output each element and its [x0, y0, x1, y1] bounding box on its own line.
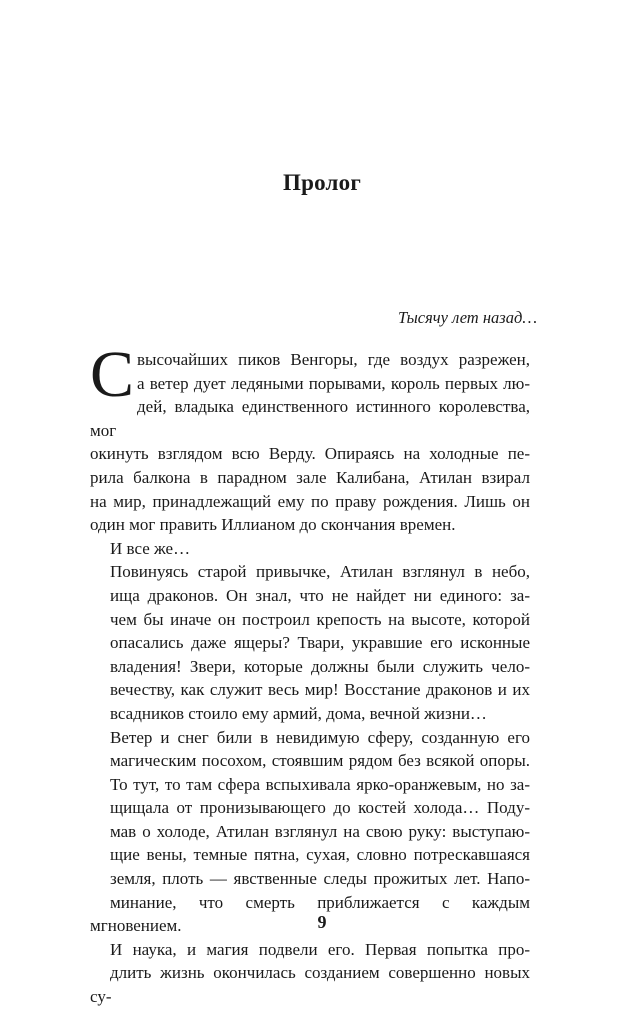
text-line: рила балкона в парадном зале Калибана, Атилан взирал [90, 467, 530, 487]
text-line: И наука, и магия подвели его. Первая попытка про- [110, 939, 530, 959]
paragraph-1 [90, 338, 530, 537]
text-line: минание, что смерть приближается с каждым мгновением. [90, 892, 530, 936]
text-line: дей, владыка единственного истинного королевства, мог [90, 397, 530, 440]
text-line: щие вены, темные пятна, сухая, словно потрескавшаяся [110, 845, 530, 865]
text-line: чем бы иначе он построил крепость на высоте, которой [110, 609, 530, 629]
text-line: а ветер дует ледяными порывами, король первых лю- [137, 373, 530, 393]
text-line: мав о холоде, Атилан взглянул на свою руку: выступаю- [110, 821, 530, 841]
chapter-title: Пролог [283, 170, 361, 195]
text-line: владения! Звери, которые должны были служить чело- [110, 656, 530, 676]
text-line: окинуть взглядом всю Верду. Опираясь на холодные пе- [90, 444, 530, 464]
text-line: И все же… [110, 538, 191, 558]
text-line: магическим посохом, стоявшим рядом без всякой опоры. [110, 751, 530, 771]
text-line: один мог править Иллианом до скончания времен. [90, 515, 456, 535]
page-number: 9 [317, 912, 327, 932]
paragraph-2 [90, 537, 530, 561]
text-line: опасались даже ящеры? Твари, укравшие его исконные [110, 633, 530, 653]
text-line: земля, плоть — явственные следы прожитых лет. Напо- [110, 869, 530, 889]
drop-cap: С [90, 338, 135, 411]
body-text [90, 338, 530, 1009]
text-line: Повинуясь старой привычке, Атилан взглянул в небо, [110, 562, 530, 582]
text-line: вечеству, как служит весь мир! Восстание драконов и их [110, 680, 530, 700]
paragraph-5 [90, 938, 530, 1009]
text-line: на мир, принадлежащий ему по праву рождения. Лишь он [90, 491, 530, 511]
text-line: всадников стоило ему армий, дома, вечной жизни… [110, 703, 487, 723]
text-line: ища драконов. Он знал, что не найдет ни единого: за- [110, 585, 530, 605]
paragraph-3 [90, 560, 530, 725]
text-line: щищала от пронизывающего до костей холода… Поду- [110, 798, 530, 818]
text-line: То тут, то там сфера вспыхивала ярко-оранжевым, но за- [110, 774, 530, 794]
epigraph: Тысячу лет назад… [398, 308, 537, 327]
text-line: высочайших пиков Венгоры, где воздух разрежен, [137, 350, 530, 369]
paragraph-4 [90, 726, 530, 938]
text-line: длить жизнь окончилась созданием совершенно новых су- [90, 963, 530, 1007]
text-line: Ветер и снег били в невидимую сферу, созданную его [110, 727, 530, 747]
